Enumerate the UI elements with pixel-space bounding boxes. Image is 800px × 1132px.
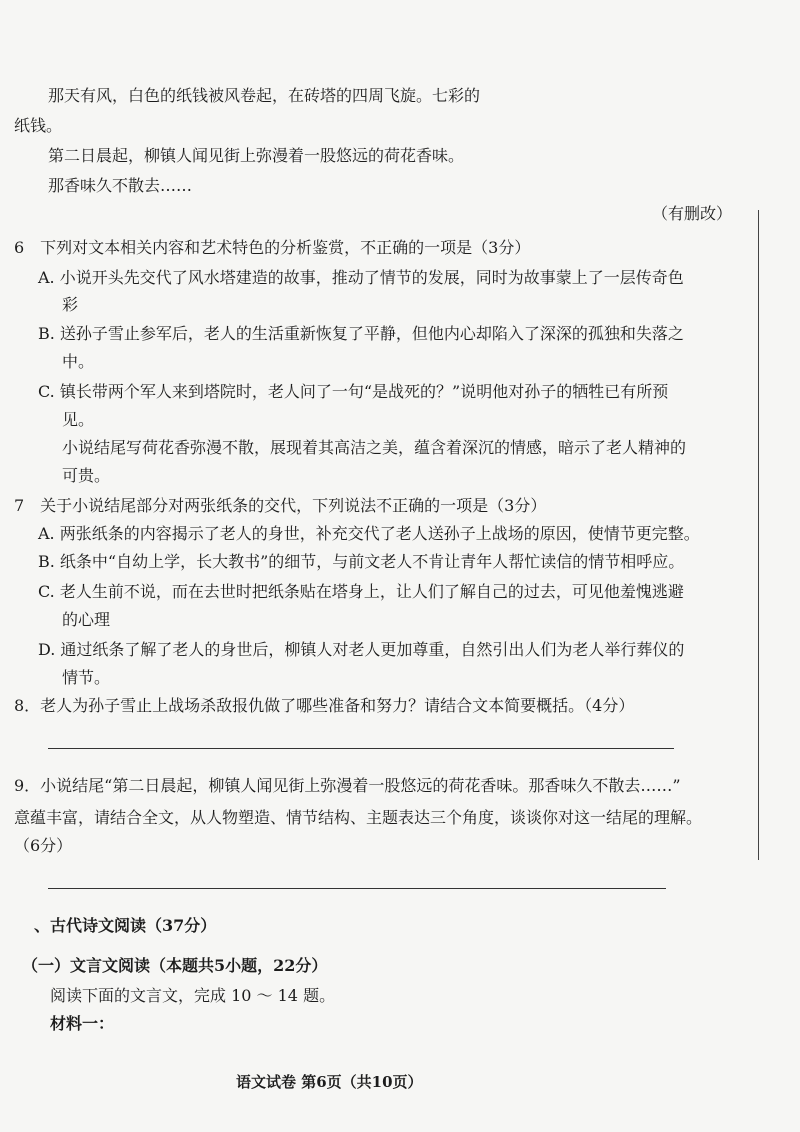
- question-7-stem: 7 关于小说结尾部分对两张纸条的交代，下列说法不正确的一项是（3分）: [14, 496, 547, 515]
- question-7-option-b: B. 纸条中“自幼上学，长大教书”的细节，与前文老人不肯让青年人帮忙读信的情节相呼应。: [38, 552, 685, 571]
- intro-paragraph-1-cont: 纸钱。: [14, 116, 63, 135]
- question-7-option-c-cont: 的心理: [62, 610, 111, 629]
- question-7-option-a: A. 两张纸条的内容揭示了老人的身世，补充交代了老人送孙子上战场的原因，使情节更完整。: [38, 524, 700, 543]
- question-6-option-c-cont: 见。: [62, 410, 95, 429]
- intro-paragraph-1: 那天有风，白色的纸钱被风卷起，在砖塔的四周飞旋。七彩的: [48, 86, 481, 105]
- page-edge-line: [758, 210, 759, 860]
- question-6-option-a: A. 小说开头先交代了风水塔建造的故事，推动了情节的发展，同时为故事蒙上了一层传奇色: [38, 268, 684, 287]
- question-6-option-b: B. 送孙子雪止参军后，老人的生活重新恢复了平静，但他内心却陷入了深深的孤独和失落之: [38, 324, 684, 343]
- material-label: 材料一：: [50, 1014, 115, 1033]
- question-6-option-a-cont: 彩: [62, 295, 79, 314]
- answer-line-8: [48, 748, 674, 749]
- question-6-option-d-cont: 可贵。: [62, 466, 111, 485]
- answer-line-9: [48, 888, 666, 889]
- reading-instruction: 阅读下面的文言文，完成 10 ～ 14 题。: [50, 986, 336, 1005]
- intro-paragraph-3: 那香味久不散去……: [48, 176, 193, 195]
- subsection-heading: （一）文言文阅读（本题共5小题，22分）: [22, 956, 328, 975]
- question-9-line-2: 意蕴丰富，请结合全文，从人物塑造、情节结构、主题表达三个角度，谈谈你对这一结尾的理解。: [14, 808, 703, 827]
- question-9-line-1: 9．小说结尾“第二日晨起，柳镇人闻见街上弥漫着一股悠远的荷花香味。那香味久不散去……”: [14, 776, 681, 795]
- source-note: （有删改）: [652, 204, 733, 223]
- question-7-option-c: C. 老人生前不说，而在去世时把纸条贴在塔身上，让人们了解自己的过去，可见他羞愧逃避: [38, 582, 684, 601]
- section-heading: 、古代诗文阅读（37分）: [34, 916, 217, 935]
- question-6-option-c: C. 镇长带两个军人来到塔院时，老人问了一句“是战死的？”说明他对孙子的牺牲已有所预: [38, 382, 669, 401]
- page-footer: 语文试卷 第6页（共10页）: [236, 1073, 423, 1091]
- intro-paragraph-2: 第二日晨起，柳镇人闻见街上弥漫着一股悠远的荷花香味。: [48, 146, 465, 165]
- question-7-option-d: D. 通过纸条了解了老人的身世后，柳镇人对老人更加尊重，自然引出人们为老人举行葬仪的: [38, 640, 685, 659]
- question-6-option-d: 小说结尾写荷花香弥漫不散，展现着其高洁之美，蕴含着深沉的情感，暗示了老人精神的: [62, 438, 687, 457]
- question-6-stem: 6 下列对文本相关内容和艺术特色的分析鉴赏，不正确的一项是（3分）: [14, 238, 531, 257]
- question-7-option-d-cont: 情节。: [62, 668, 111, 687]
- question-6-option-b-cont: 中。: [62, 352, 95, 371]
- question-8-stem: 8．老人为孙子雪止上战场杀敌报仇做了哪些准备和努力？请结合文本简要概括。（4分）: [14, 696, 635, 715]
- question-9-line-3: （6分）: [14, 836, 73, 855]
